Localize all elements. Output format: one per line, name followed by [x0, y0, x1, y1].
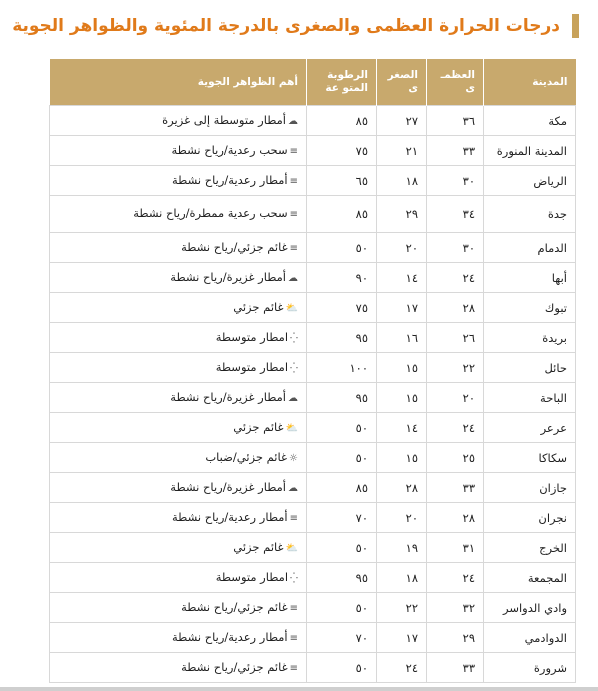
cell-phenomena — [50, 293, 307, 323]
cell-phenomena — [50, 563, 307, 593]
table-row — [50, 263, 576, 293]
cell-max: ٣٣ — [427, 473, 484, 503]
table-body — [50, 106, 576, 683]
cell-humidity: ٩٥ — [307, 323, 377, 353]
cell-city: حائل — [484, 353, 576, 383]
cell-min: ١٤ — [377, 263, 427, 293]
cell-humidity: ٥٠ — [307, 443, 377, 473]
cell-humidity: ٦٥ — [307, 166, 377, 196]
cell-min: ٢٠ — [377, 233, 427, 263]
phenomena-text: غائم جزئي — [233, 299, 284, 314]
cell-phenomena — [50, 106, 307, 136]
phenomena-text: غائم جزئي/رياح نشطة — [181, 599, 288, 614]
cell-humidity: ٥٠ — [307, 593, 377, 623]
cell-phenomena — [50, 323, 307, 353]
page-title: درجات الحرارة العظمى والصغرى بالدرجة المئوية والظواهر الجوية — [12, 16, 560, 36]
cell-max: ٢٨ — [427, 293, 484, 323]
cell-phenomena — [50, 263, 307, 293]
phenomena-text: امطار متوسطة — [215, 329, 289, 344]
table-row — [50, 413, 576, 443]
wind-icon: ≡ — [289, 242, 298, 254]
cell-humidity: ٩٥ — [307, 563, 377, 593]
phenomena-text: أمطار غزيرة/رياح نشطة — [170, 479, 286, 494]
cell-city: عرعر — [484, 413, 576, 443]
rain-drops-icon: ⁛ — [290, 362, 298, 374]
table-row — [50, 563, 576, 593]
cell-max: ٣٣ — [427, 653, 484, 683]
cell-humidity: ٨٥ — [307, 196, 377, 233]
rain-drops-icon: ⁛ — [290, 572, 298, 584]
cell-city: المدينة المنورة — [484, 136, 576, 166]
cell-city: الرياض — [484, 166, 576, 196]
cell-phenomena — [50, 503, 307, 533]
phenomena-text: غائم جزئي/رياح نشطة — [181, 239, 288, 254]
phenomena-text: غائم جزئي — [233, 419, 284, 434]
cell-city: الدوادمي — [484, 623, 576, 653]
table-row — [50, 106, 576, 136]
header-humidity: الرطوبة المتو عة — [307, 59, 377, 106]
cell-phenomena — [50, 533, 307, 563]
cell-max: ٢٩ — [427, 623, 484, 653]
table-row — [50, 166, 576, 196]
cell-humidity: ٩٥ — [307, 383, 377, 413]
cell-humidity: ٥٠ — [307, 413, 377, 443]
cell-min: ٢٧ — [377, 106, 427, 136]
sun-cloud-icon: ⛅ — [285, 422, 298, 434]
cell-min: ٢٩ — [377, 196, 427, 233]
table-header-row — [50, 59, 576, 106]
cell-phenomena — [50, 443, 307, 473]
cell-max: ٢٤ — [427, 263, 484, 293]
cell-min: ١٧ — [377, 623, 427, 653]
cell-min: ١٥ — [377, 383, 427, 413]
wind-icon: ≡ — [289, 175, 298, 187]
cell-city: المجمعة — [484, 563, 576, 593]
cell-max: ٢٤ — [427, 413, 484, 443]
table-row — [50, 353, 576, 383]
table-row — [50, 383, 576, 413]
cell-phenomena — [50, 383, 307, 413]
cell-humidity: ٨٥ — [307, 106, 377, 136]
cell-max: ٢٨ — [427, 503, 484, 533]
cell-min: ١٧ — [377, 293, 427, 323]
table-row — [50, 323, 576, 353]
weather-table — [49, 59, 576, 683]
cell-phenomena — [50, 353, 307, 383]
phenomena-text: أمطار متوسطة إلى غزيرة — [162, 112, 286, 127]
cell-max: ٣٦ — [427, 106, 484, 136]
cell-phenomena — [50, 166, 307, 196]
cell-phenomena — [50, 473, 307, 503]
cell-humidity: ٥٠ — [307, 653, 377, 683]
cell-min: ٢٤ — [377, 653, 427, 683]
rain-cloud-icon: ☁ — [288, 392, 298, 404]
table-row — [50, 443, 576, 473]
cell-humidity: ٨٥ — [307, 473, 377, 503]
cell-city: جازان — [484, 473, 576, 503]
cell-humidity: ٩٠ — [307, 263, 377, 293]
cell-min: ٢٢ — [377, 593, 427, 623]
cell-city: وادي الدواسر — [484, 593, 576, 623]
cell-max: ٣٠ — [427, 233, 484, 263]
bottom-divider — [0, 687, 598, 691]
cell-min: ٢٨ — [377, 473, 427, 503]
cell-humidity: ١٠٠ — [307, 353, 377, 383]
rain-cloud-icon: ☁ — [288, 115, 298, 127]
cell-min: ١٩ — [377, 533, 427, 563]
header-min: الصغر ى — [377, 59, 427, 106]
cell-city: شرورة — [484, 653, 576, 683]
phenomena-text: غائم جزئي/ضباب — [205, 449, 288, 464]
sun-cloud-icon: ⛅ — [285, 542, 298, 554]
cell-city: الخرج — [484, 533, 576, 563]
cell-humidity: ٧٠ — [307, 623, 377, 653]
wind-icon: ≡ — [289, 145, 298, 157]
cell-min: ١٦ — [377, 323, 427, 353]
table-row — [50, 293, 576, 323]
table-row — [50, 503, 576, 533]
phenomena-text: أمطار رعدية/رياح نشطة — [172, 509, 288, 524]
cell-min: ٢٠ — [377, 503, 427, 533]
header-city: المدينة — [484, 59, 576, 106]
cell-max: ٢٥ — [427, 443, 484, 473]
wind-icon: ≡ — [289, 662, 298, 674]
phenomena-text: امطار متوسطة — [215, 569, 289, 584]
table-row — [50, 136, 576, 166]
cell-max: ٢٢ — [427, 353, 484, 383]
cell-city: الدمام — [484, 233, 576, 263]
cell-city: جدة — [484, 196, 576, 233]
cell-max: ٢٦ — [427, 323, 484, 353]
phenomena-text: امطار متوسطة — [215, 359, 289, 374]
cell-phenomena — [50, 593, 307, 623]
cell-min: ١٨ — [377, 563, 427, 593]
cell-phenomena — [50, 413, 307, 443]
cell-min: ١٥ — [377, 443, 427, 473]
phenomena-text: غائم جزئي — [233, 539, 284, 554]
cell-min: ١٤ — [377, 413, 427, 443]
weather-table-container — [49, 59, 575, 683]
phenomena-text: سحب رعدية/رياح نشطة — [171, 142, 288, 157]
rain-cloud-icon: ☁ — [288, 272, 298, 284]
cell-phenomena — [50, 136, 307, 166]
cell-phenomena — [50, 653, 307, 683]
wind-icon: ≡ — [289, 512, 298, 524]
phenomena-text: أمطار رعدية/رياح نشطة — [172, 172, 288, 187]
cell-phenomena — [50, 623, 307, 653]
cell-phenomena — [50, 196, 307, 233]
cell-city: سكاكا — [484, 443, 576, 473]
cell-humidity: ٥٠ — [307, 533, 377, 563]
cell-city: تبوك — [484, 293, 576, 323]
wind-icon: ≡ — [289, 209, 298, 220]
sun-cloud-icon: ⛅ — [285, 302, 298, 314]
cell-min: ١٨ — [377, 166, 427, 196]
phenomena-text: أمطار رعدية/رياح نشطة — [172, 629, 288, 644]
phenomena-text: أمطار غزيرة/رياح نشطة — [170, 269, 286, 284]
wind-icon: ≡ — [289, 632, 298, 644]
cell-humidity: ٧٥ — [307, 293, 377, 323]
phenomena-text: غائم جزئي/رياح نشطة — [181, 659, 288, 674]
cell-max: ٣٠ — [427, 166, 484, 196]
table-row — [50, 533, 576, 563]
fog-sun-icon: ☼ — [289, 452, 298, 464]
rain-cloud-icon: ☁ — [288, 482, 298, 494]
table-row — [50, 196, 576, 233]
cell-city: نجران — [484, 503, 576, 533]
table-row — [50, 653, 576, 683]
table-row — [50, 593, 576, 623]
phenomena-text: سحب رعدية ممطرة/رياح نشطة — [133, 206, 288, 220]
cell-city: أبها — [484, 263, 576, 293]
rain-drops-icon: ⁛ — [290, 332, 298, 344]
table-row — [50, 473, 576, 503]
cell-phenomena — [50, 233, 307, 263]
cell-min: ٢١ — [377, 136, 427, 166]
cell-city: الباحة — [484, 383, 576, 413]
cell-min: ١٥ — [377, 353, 427, 383]
header-max: العظمـ ى — [427, 59, 484, 106]
cell-max: ٣٤ — [427, 196, 484, 233]
cell-max: ٣٢ — [427, 593, 484, 623]
cell-max: ٣٣ — [427, 136, 484, 166]
cell-humidity: ٧٥ — [307, 136, 377, 166]
cell-max: ٣١ — [427, 533, 484, 563]
header-phenomena: أهم الظواهر الجوية — [50, 59, 307, 106]
cell-max: ٢٠ — [427, 383, 484, 413]
table-row — [50, 623, 576, 653]
cell-max: ٢٤ — [427, 563, 484, 593]
table-row — [50, 233, 576, 263]
wind-icon: ≡ — [289, 602, 298, 614]
page-title-bar — [12, 14, 579, 38]
phenomena-text: أمطار غزيرة/رياح نشطة — [170, 389, 286, 404]
cell-city: بريدة — [484, 323, 576, 353]
cell-humidity: ٧٠ — [307, 503, 377, 533]
cell-city: مكة — [484, 106, 576, 136]
cell-humidity: ٥٠ — [307, 233, 377, 263]
